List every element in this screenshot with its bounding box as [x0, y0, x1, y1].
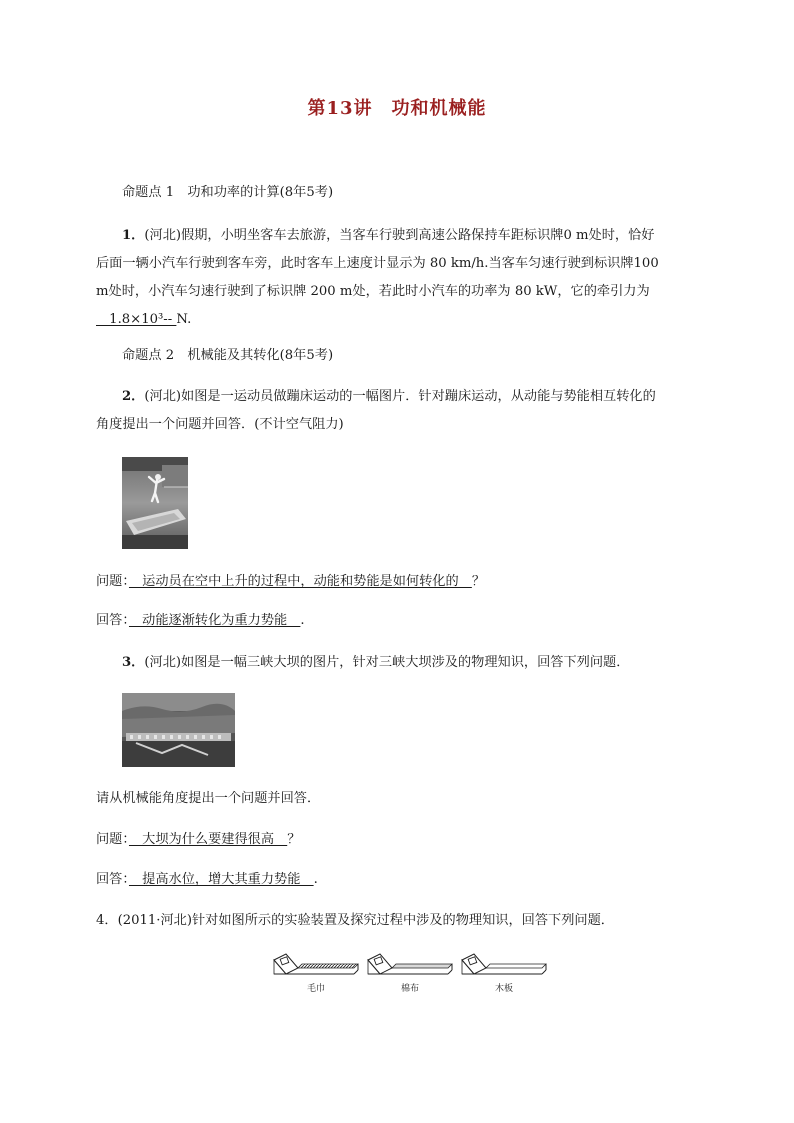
question-1-line-1: [122, 228, 655, 244]
question-text: (河北)假期，小明坐客车去旅游，当客车行驶到高速公路保持车距标识牌0 m处时，恰好: [144, 228, 655, 243]
question-1-line-3: m处时，小汽车匀速行驶到了标识牌 200 m处，若此时小汽车的功率为 80 kW，它的牵引力为: [96, 284, 650, 299]
question-number: 2．: [122, 389, 145, 404]
question-3-reply-line: [96, 872, 318, 888]
question-2-line-1: [122, 389, 656, 405]
reply-label: 回答：: [96, 872, 129, 887]
question-number: 3．: [122, 655, 145, 670]
question-label: 问题：: [96, 832, 129, 847]
incline-setup-cotton: [368, 954, 452, 974]
question-label: 问题：: [96, 574, 129, 589]
section-heading-2: 命题点 2 机械能及其转化(8年5考): [122, 348, 334, 363]
question-number: 4．: [96, 913, 118, 928]
caption-towel: 毛巾: [306, 984, 326, 994]
section-heading-1: 命题点 1 功和功率的计算(8年5考): [122, 185, 334, 200]
page-title: 第13讲 功和机械能: [307, 98, 487, 119]
question-text: (河北)如图是一运动员做蹦床运动的一幅图片．针对蹦床运动，从动能与势能相互转化的: [144, 389, 656, 404]
caption-wood: 木板: [494, 984, 514, 994]
question-mark: ？: [471, 574, 486, 589]
question-3-line-1: [122, 655, 629, 671]
question-text: (2011·河北)针对如图所示的实验装置及探究过程中涉及的物理知识，回答下列问题．: [117, 913, 614, 928]
incline-setup-wood: [462, 954, 546, 974]
answer-unit: N.: [176, 312, 192, 327]
dam-photo: [122, 693, 235, 767]
question-2-line-2: 角度提出一个问题并回答．(不计空气阻力): [96, 417, 344, 432]
question-1-answer-line: [96, 312, 191, 328]
question-3-prompt: 请从机械能角度提出一个问题并回答．: [96, 791, 321, 806]
caption-cotton: 棉布: [400, 984, 420, 994]
incline-setup-towel: [274, 954, 358, 974]
reply-answer: 动能逐渐转化为重力势能: [128, 613, 301, 628]
question-text: (河北)如图是一幅三峡大坝的图片，针对三峡大坝涉及的物理知识，回答下列问题．: [144, 655, 630, 670]
reply-answer: 提高水位，增大其重力势能: [128, 872, 314, 887]
experiment-figure: [268, 950, 558, 998]
answer-blank: 1.8×10³--: [96, 312, 177, 327]
question-number: 1．: [122, 228, 145, 243]
question-3-question-line: [96, 832, 300, 848]
question-1-line-2: 后面一辆小汽车行驶到客车旁，此时客车上速度计显示为 80 km/h.当客车匀速行驶到标识牌100: [96, 256, 659, 271]
reply-end: .: [313, 872, 318, 887]
question-4-line-1: [96, 913, 614, 929]
question-mark: ？: [287, 832, 301, 847]
trampoline-photo: [122, 457, 188, 549]
question-answer: 运动员在空中上升的过程中，动能和势能是如何转化的: [128, 574, 472, 589]
question-2-reply-line: [96, 613, 305, 629]
reply-label: 回答：: [96, 613, 129, 628]
question-answer: 大坝为什么要建得很高: [128, 832, 288, 847]
question-2-question-line: [96, 574, 485, 590]
reply-end: .: [300, 613, 305, 628]
